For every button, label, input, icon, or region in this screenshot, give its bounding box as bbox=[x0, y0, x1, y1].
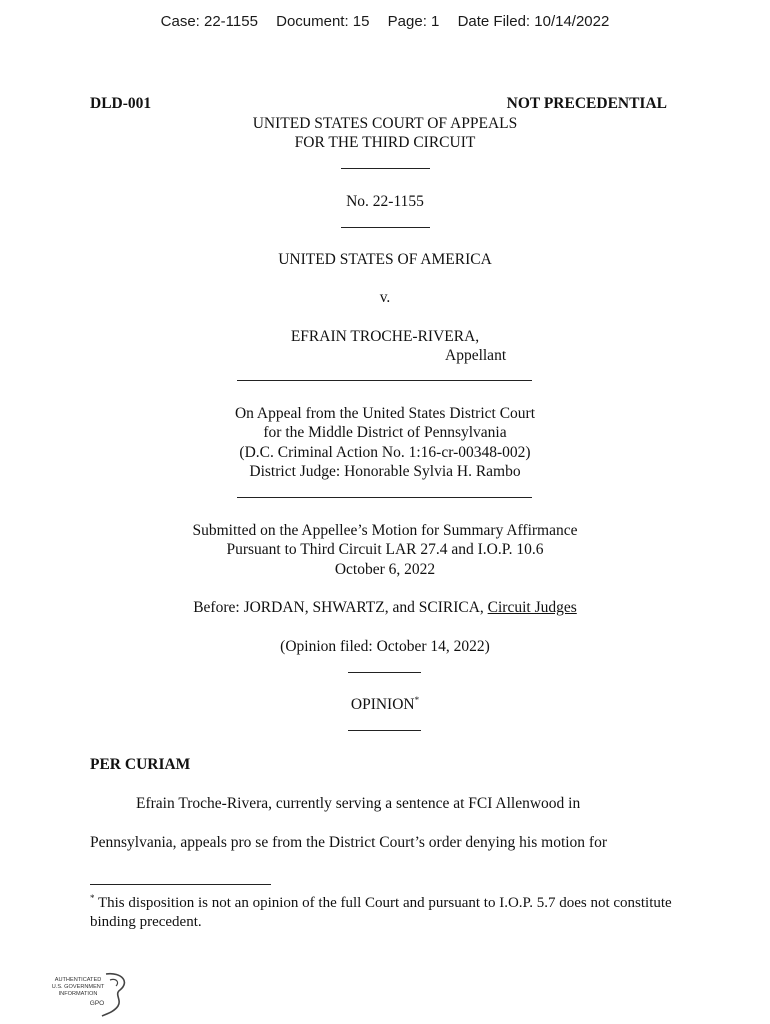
divider-rule bbox=[237, 497, 532, 498]
appeal-line3: (D.C. Criminal Action No. 1:16-cr-00348-002) bbox=[239, 444, 531, 461]
seal-line2: U.S. GOVERNMENT bbox=[51, 984, 105, 990]
panel-judges bbox=[0, 598, 770, 617]
appeal-line2: for the Middle District of Pennsylvania bbox=[263, 424, 507, 441]
footnote-separator bbox=[90, 884, 271, 885]
plaintiff-name: UNITED STATES OF AMERICA bbox=[278, 251, 492, 268]
circuit-judges-label: Circuit Judges bbox=[487, 599, 577, 616]
gpo-authentication-seal bbox=[44, 972, 134, 1018]
submitted-line1: Submitted on the Appellee’s Motion for Summary Affirmance bbox=[192, 522, 578, 539]
footnote-marker: * bbox=[90, 893, 95, 903]
eagle-icon bbox=[102, 974, 124, 1016]
panel-judges-names: Before: JORDAN, SHWARTZ, and SCIRICA, bbox=[193, 599, 488, 616]
document-number-header: Document: 15 bbox=[276, 13, 370, 30]
divider-rule bbox=[237, 380, 532, 381]
body-line1: Efrain Troche-Rivera, currently serving a sentence at FCI Allenwood in bbox=[136, 795, 581, 812]
versus: v. bbox=[379, 289, 391, 306]
appeal-line1: On Appeal from the United States District Court bbox=[234, 405, 536, 422]
document-code: DLD-001 bbox=[90, 95, 152, 112]
divider-rule bbox=[348, 730, 421, 731]
footnote bbox=[90, 894, 690, 932]
filing-header bbox=[0, 12, 770, 31]
opinion-filed-date: (Opinion filed: October 14, 2022) bbox=[280, 638, 490, 655]
body-line2: Pennsylvania, appeals pro se from the District Court’s order denying his motion for bbox=[90, 834, 608, 851]
precedential-status: NOT PRECEDENTIAL bbox=[506, 95, 667, 112]
per-curiam-heading: PER CURIAM bbox=[90, 756, 191, 773]
seal-line4: GPO bbox=[89, 1000, 105, 1007]
divider-rule bbox=[341, 168, 430, 169]
divider-rule bbox=[348, 672, 421, 673]
court-name-line2: FOR THE THIRD CIRCUIT bbox=[294, 134, 476, 151]
case-number-header: Case: 22-1155 bbox=[160, 13, 258, 30]
divider-rule bbox=[341, 227, 430, 228]
defendant-role: Appellant bbox=[445, 347, 507, 364]
opinion-heading-text: OPINION bbox=[350, 696, 415, 713]
footnote-text: This disposition is not an opinion of the full Court and pursuant to I.O.P. 5.7 does not constitute binding precedent. bbox=[90, 895, 672, 930]
submitted-line2: Pursuant to Third Circuit LAR 27.4 and I.O.P. 10.6 bbox=[226, 541, 544, 558]
appeal-line4: District Judge: Honorable Sylvia H. Rambo bbox=[249, 463, 521, 480]
seal-line3: INFORMATION bbox=[58, 991, 98, 997]
opinion-heading bbox=[0, 695, 770, 714]
submitted-date: October 6, 2022 bbox=[334, 561, 436, 578]
seal-line1: AUTHENTICATED bbox=[54, 977, 102, 983]
court-name-line1: UNITED STATES COURT OF APPEALS bbox=[252, 115, 518, 132]
defendant-name: EFRAIN TROCHE-RIVERA, bbox=[290, 328, 480, 345]
eagle-wing-icon bbox=[110, 979, 118, 986]
case-number: No. 22-1155 bbox=[346, 193, 424, 210]
footnote-reference[interactable]: * bbox=[414, 694, 420, 705]
date-filed-header: Date Filed: 10/14/2022 bbox=[457, 13, 610, 30]
page-number-header: Page: 1 bbox=[387, 13, 440, 30]
